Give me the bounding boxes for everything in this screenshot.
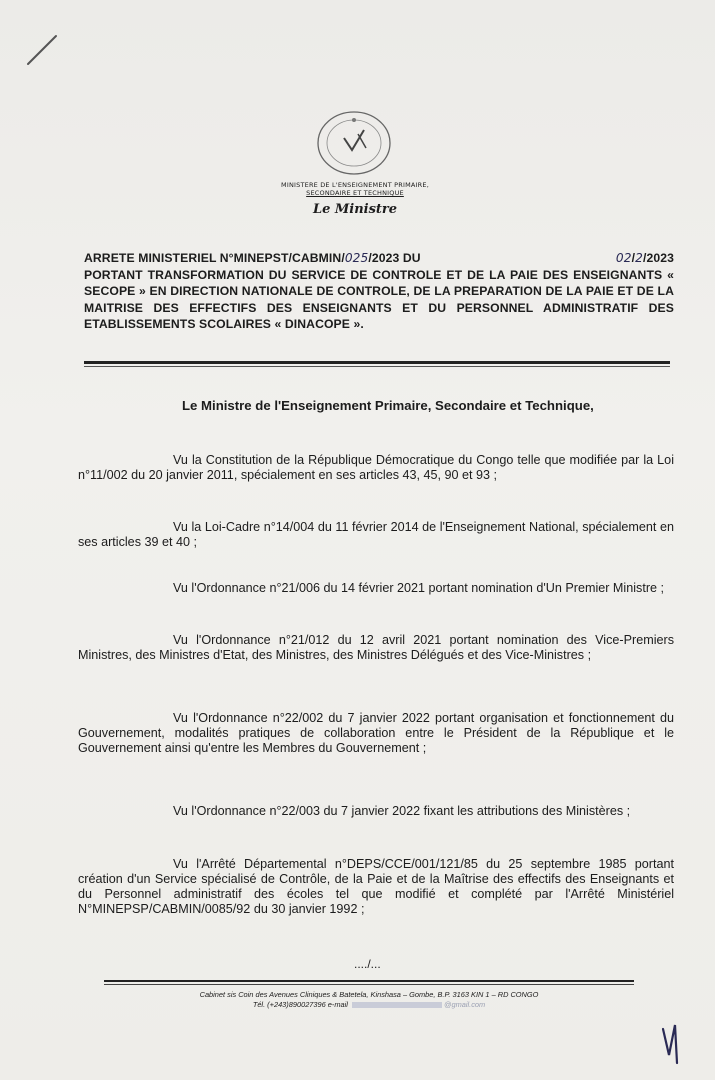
considerant-paragraph: Vu la Constitution de la République Démocratique du Congo telle que modifiée par la Loi n°11/002 du 20 janvier 2011, spécialement en ses articles 43, 45, 90 et 93 ;: [78, 453, 674, 482]
minister-title: Le Ministre: [312, 202, 398, 217]
ministry-seal-logo: [314, 108, 394, 178]
continuation-mark: ..../...: [354, 957, 381, 971]
arrete-title: PORTANT TRANSFORMATION DU SERVICE DE CONTROLE ET DE LA PAIE DES ENSEIGNANTS « SECOPE » EN DIRECTION NATIONALE DE CONTROLE, DE LA PREPARATION DE LA PAIE ET DE LA MAITRISE DES EFFECTIFS DES ENSEIGNANTS ET DU PERSONNEL ADMINISTRATIF DES ETABLISSEMENTS SCOLAIRES « DINACOPE ».: [84, 267, 674, 331]
arrete-title-block: [84, 250, 674, 333]
considerant-paragraph: Vu l'Ordonnance n°22/002 du 7 janvier 2022 portant organisation et fonctionnement du Gouvernement, modalités pratiques de collaboration entre le Président de la République et le Gouvernement ainsi qu'entre les Membres du Gouvernement ;: [78, 711, 674, 755]
arrete-year: /2023 DU: [368, 251, 421, 265]
ministry-name: [240, 182, 470, 197]
footer-email[interactable]: @gmail.com: [444, 1000, 486, 1009]
ministry-line-2: SECONDAIRE ET TECHNIQUE: [306, 188, 404, 197]
considerant-paragraph: Vu l'Arrêté Départemental n°DEPS/CCE/001/121/85 du 25 septembre 1985 portant création d'un Service spécialisé de Contrôle, de la Paie et de la Maîtrise des effectifs des Enseignants et du Personnel administratif des écoles tel que modifié et complété par l'Arrêté Ministériel N°MINEPSP/CABMIN/0085/92 du 30 janvier 1992 ;: [78, 857, 674, 916]
minister-heading: Le Ministre de l'Enseignement Primaire, Secondaire et Technique,: [182, 398, 594, 413]
title-divider-thin: [84, 366, 670, 367]
footer-phone: Tél. (+243)890027396 e-mail: [252, 1000, 348, 1009]
footer-address-line: Cabinet sis Coin des Avenues Cliniques & Batetela, Kinshasa – Gombe, B.P. 3163 KIN 1 – RD CONGO: [199, 990, 539, 999]
footer-divider-thin: [104, 984, 634, 985]
considerant-paragraph: Vu la Loi-Cadre n°14/004 du 11 février 2014 de l'Enseignement National, spécialement en ses articles 39 et 40 ;: [78, 520, 674, 549]
arrete-reference-line: ARRETE MINISTERIEL N°MINEPST/CABMIN/025/2023 DU 02/2/2023: [84, 251, 674, 265]
footer-address: [104, 990, 634, 1010]
considerant-paragraph: Vu l'Ordonnance n°21/006 du 14 février 2021 portant nomination d'Un Premier Ministre ;: [173, 581, 665, 595]
ministry-line-1: MINISTERE DE L'ENSEIGNEMENT PRIMAIRE,: [281, 181, 429, 189]
arrete-prefix: ARRETE MINISTERIEL N°MINEPST/CABMIN/: [84, 251, 345, 265]
footer-contact-line: [104, 1000, 634, 1010]
handwritten-day: 02: [615, 251, 632, 265]
footer-divider-thick: [104, 980, 634, 982]
considerant-paragraph: Vu l'Ordonnance n°22/003 du 7 janvier 2022 fixant les attributions des Ministères ;: [173, 804, 631, 818]
title-divider-thick: [84, 361, 670, 364]
handwritten-month: 2: [635, 251, 643, 265]
considerant-paragraph: Vu l'Ordonnance n°21/012 du 12 avril 2021 portant nomination des Vice-Premiers Ministres, des Ministres d'Etat, des Ministres, des Ministres Délégués et des Vice-Ministres ;: [78, 633, 674, 662]
handwritten-number: 025: [344, 251, 369, 265]
handwritten-initials-mark: [655, 1015, 695, 1070]
date-year: /2023: [643, 251, 674, 265]
pen-stroke-mark: [22, 30, 62, 70]
